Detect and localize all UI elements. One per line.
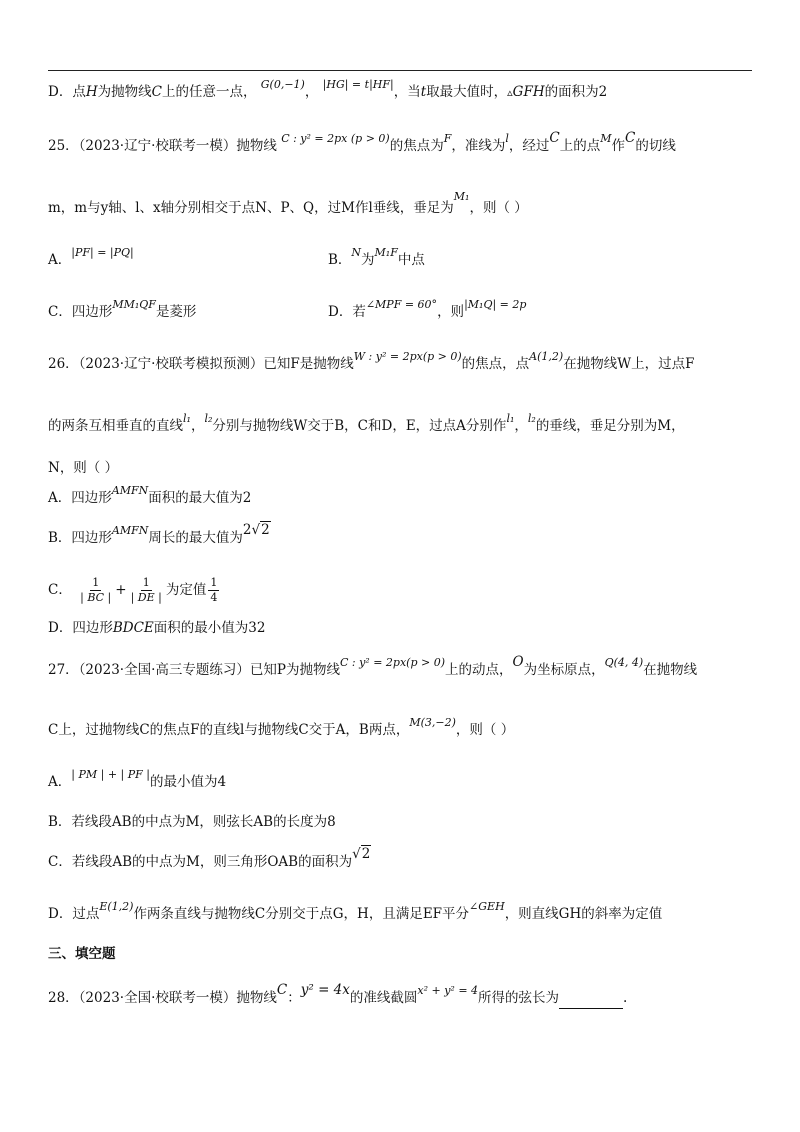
fraction: $\frac{1}{| DE |}$: [130, 576, 162, 604]
q24-option-d: D．点H为抛物线C上的任意一点， $^{G(0,-1)}$， $^{|HG| = t|HF|}$，当t取最大值时，▵GFH的面积为2: [48, 78, 608, 100]
q26-option-b: B．四边形$^{AMFN}$周长的最大值为2√2: [48, 522, 270, 546]
q27-stem-line2: C上，过抛物线C的焦点F的直线l与抛物线C交于A，B两点，$^{M(3,-2)}$，则（ ）: [48, 716, 515, 738]
q26-stem-line3: N，则（ ）: [48, 460, 119, 476]
q27-stem: 27．（2023·全国·高三专题练习）已知P为抛物线$^{C : y^2 = 2px(p > 0)}$上的动点，O为坐标原点，$^{Q(4, 4)}$在抛物线: [48, 654, 698, 678]
q26-option-c: C． $\frac{1}{| BC |}$ + $\frac{1}{| DE |}$ 为定值 $\frac{1}{4}$: [48, 576, 218, 604]
section-heading: 三、填空题: [48, 946, 116, 962]
q28-stem: 28．（2023·全国·校联考一模）抛物线C：y² = 4x的准线截圆$^{x^2 + y^2 = 4}$所得的弦长为 .: [48, 988, 627, 1009]
q26-option-a: A．四边形$^{AMFN}$面积的最大值为2: [48, 484, 252, 506]
q25-stem-line2: m，m与y轴、l、x轴分别相交于点N、P、Q，过M作l垂线，垂足为$^{M_1}$，则（ ）: [48, 190, 528, 216]
q25-stem: 25．（2023·辽宁·校联考一模）抛物线 $^{C : y^2 = 2px (p > 0)}$的焦点为$^F$，准线为$^l$，经过C上的点$^M$作C的切线: [48, 130, 676, 154]
q25-option-c: C．四边形$^{MM_1QF}$是菱形: [48, 298, 197, 320]
q26-option-d: D．四边形BDCE面积的最小值为32: [48, 620, 266, 636]
q25-option-a: A．$^{|PF| = |PQ|}$: [48, 246, 134, 268]
q27-option-b: B．若线段AB的中点为M，则弦长AB的长度为8: [48, 814, 336, 830]
q25-option-b: B．$^N$为$^{M_1F}$中点: [328, 246, 425, 268]
q25-option-d: D．若$^{\angle MPF = 60^\circ}$，则$^{|M_1Q| = 2p}$: [328, 298, 527, 320]
q26-stem: 26．（2023·辽宁·校联考模拟预测）已知F是抛物线$^{W : y^2 = 2px(p > 0)}$的焦点，点$^{A(1,2)}$在抛物线W上，过点F: [48, 350, 695, 372]
fraction: $\frac{1}{4}$: [210, 576, 218, 604]
q26-stem-line2: 的两条互相垂直的直线$^{l_1}$，$^{l_2}$分别与抛物线W交于B，C和D，E，过点A分别作$^{l_1}$，$^{l_2}$的垂线，垂足分别为M，: [48, 412, 685, 434]
q27-option-c: C．若线段AB的中点为M，则三角形OAB的面积为√2: [48, 846, 371, 870]
fraction: $\frac{1}{| BC |}$: [80, 576, 112, 604]
header-rule: [48, 70, 752, 71]
q27-option-a: A．$^{| PM | + | PF |}$的最小值为4: [48, 768, 227, 790]
answer-blank[interactable]: [559, 994, 623, 1009]
q27-option-d: D．过点$^{E(1,2)}$作两条直线与抛物线C分别交于点G，H，且满足EF平分$^{\angle GEH}$，则直线GH的斜率为定值: [48, 900, 663, 922]
